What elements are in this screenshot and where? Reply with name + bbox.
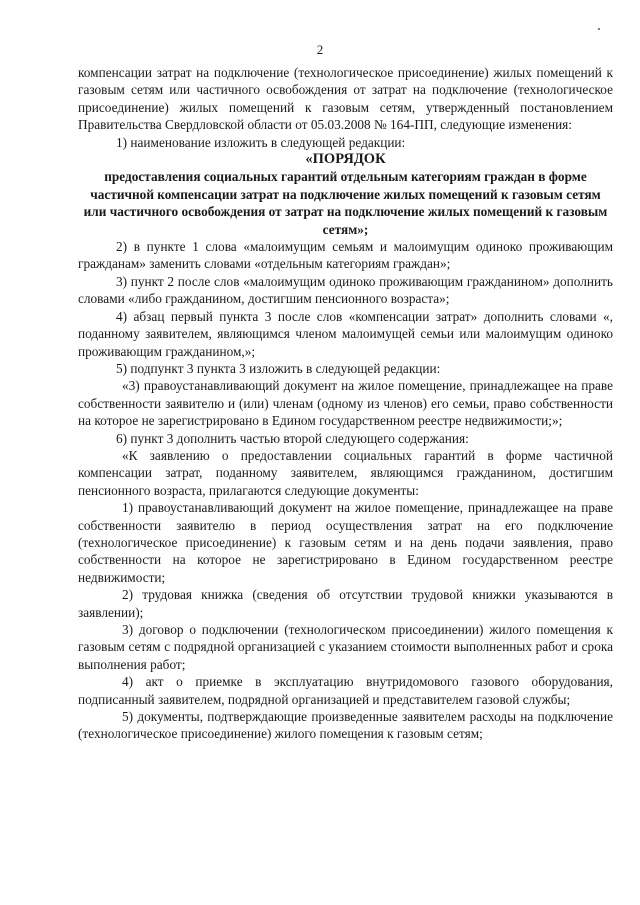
scan-artifact [598,28,600,30]
paragraph-doc-3: 3) договор о подключении (технологическом присоединении) жилого помещения к газовым сетям с подрядной организацией с указанием стоимости выполненных работ и срока выполнения работ; [78,622,613,672]
paragraph-intro: компенсации затрат на подключение (технологическое присоединение) жилых помещений к газовым сетям или частичного освобождения от затрат на подключение (технологическое присоединение) жилых помещений к газовым сетям, утвержденный постановлением Правительства Свердловской области от 05.03.2008 № 164-ПП, следующие изменения: [78,65,613,133]
paragraph-item-1: 1) наименование изложить в следующей редакции: [116,134,406,150]
document-body [78,64,613,743]
paragraph-quoted-part-two: «К заявлению о предоставлении социальных гарантий в форме частичной компенсации затрат, поданному заявителем, являющимся гражданином, достигшим пенсионного возраста, прилагаются следующие документы: [78,447,613,498]
paragraph-doc-5: 5) документы, подтверждающие произведенные заявителем расходы на подключение (технологическое присоединение) жилого помещения к газовым сетям; [78,709,613,742]
paragraph-item-2: 2) в пункте 1 слова «малоимущим семьям и малоимущим одиноко проживающим гражданам» заменить словами «отдельным категориям граждан»; [78,239,613,272]
section-heading-body: предоставления социальных гарантий отдельным категориям граждан в форме частичной компенсации затрат на подключение жилых помещений к газовым сетям или частичного освобождения от затрат на подключение жилых помещений к газовым сетям»; [83,169,608,237]
paragraph-item-3: 3) пункт 2 после слов «малоимущим одиноко проживающим гражданином» дополнить словами «либо гражданином, достигшим пенсионного возраста»; [78,273,613,307]
page-number: 2 [316,42,324,57]
paragraph-item-5: 5) подпункт 3 пункта 3 изложить в следующей редакции: [116,360,441,376]
paragraph-item-6: 6) пункт 3 дополнить частью второй следующего содержания: [116,430,469,446]
section-heading-title: «ПОРЯДОК [305,151,386,168]
paragraph-doc-1: 1) правоустанавливающий документ на жилое помещение, принадлежащее на праве собственности заявителю в период осуществления затрат на его подключение (технологическое присоединение) к газовым сетям и на день подачи заявления, право собственности на которое не зарегистрировано в Едином государственном реестре недвижимости; [78,500,613,585]
paragraph-quoted-subitem-3: «3) правоустанавливающий документ на жилое помещение, принадлежащее на праве собственности заявителю и (или) членам (одному из членов) его семьи, право собственности на которое не зарегистрировано в Едином государственном реестре недвижимости;»; [78,378,613,429]
paragraph-doc-2: 2) трудовая книжка (сведения об отсутствии трудовой книжки указываются в заявлении); [78,587,613,620]
paragraph-item-4: 4) абзац первый пункта 3 после слов «компенсации затрат» дополнить словами «, поданному заявителем, являющимся членом малоимущей семьи или малоимущим одиноко проживающим гражданином,»; [78,308,613,359]
paragraph-doc-4: 4) акт о приемке в эксплуатацию внутридомового газового оборудования, подписанный заявителем, подрядной организацией и представителем газовой службы; [78,674,613,707]
